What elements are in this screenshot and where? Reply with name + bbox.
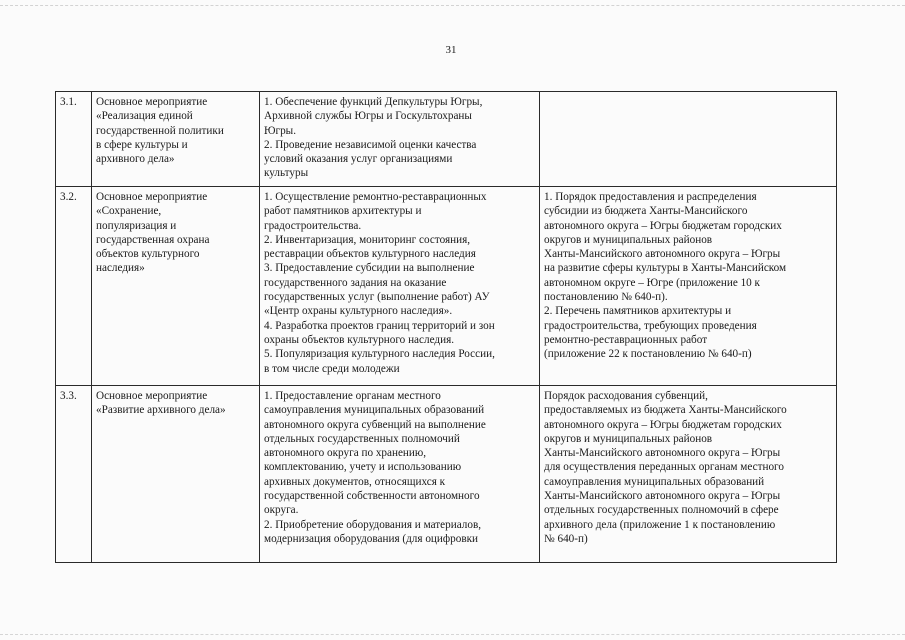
main-event-text-line: Основное мероприятие	[96, 191, 208, 203]
main-event-cell	[92, 92, 260, 187]
task-text-line: градостроительства.	[264, 219, 362, 232]
row-number: 3.1.	[60, 96, 77, 108]
main-event-cell	[92, 187, 260, 386]
regulatory-doc-text-line: № 640-п)	[544, 532, 588, 545]
table-body	[56, 92, 837, 563]
tasks-cell	[260, 92, 540, 187]
regulatory-doc-text-line: градостроительства, требующих проведения	[544, 319, 757, 332]
program-measures-table	[55, 91, 837, 563]
main-event-text-line: «Развитие архивного дела»	[96, 404, 226, 417]
table-row	[56, 187, 837, 386]
scan-artifact-bottom-line	[0, 634, 905, 635]
regulatory-doc-text-line: субсидии из бюджета Ханты-Мансийского	[544, 205, 748, 218]
row-number-cell	[56, 187, 92, 386]
task-text-line: 5. Популяризация культурного наследия России,	[264, 348, 495, 361]
task-text-line: 3. Предоставление субсидии на выполнение	[264, 262, 475, 275]
task-text-line: 1. Предоставление органам местного	[264, 390, 441, 402]
regulatory-doc-text-line: отдельных государственных полномочий в сфере	[544, 504, 779, 517]
tasks-cell	[260, 187, 540, 386]
regulatory-doc-text-line: архивного дела (приложение 1 к постановлению	[544, 518, 776, 531]
task-text-line: в том числе среди молодежи	[264, 362, 400, 375]
page-number: 31	[445, 44, 457, 56]
task-text-line: Архивной службы Югры и Госкультохраны	[264, 110, 472, 123]
tasks-cell	[260, 386, 540, 563]
main-event-text-line: государственной политики	[96, 124, 224, 137]
regulatory-doc-text-line: автономного округа – Югры бюджетам городских	[544, 418, 782, 431]
regulatory-doc-text-line: Порядок расходования субвенций,	[544, 390, 708, 402]
regulatory-doc-text-line: Ханты-Мансийского автономного округа – Югры	[544, 447, 781, 460]
regulatory-doc-text-line: автономного округа – Югры бюджетам городских	[544, 219, 782, 232]
task-text-line: автономного округа субвенций на выполнение	[264, 418, 486, 431]
regulatory-doc-text-line: Ханты-Мансийского автономного округа – Югры	[544, 248, 781, 261]
regulatory-doc-text-line: Ханты-Мансийского автономного округа – Югры	[544, 490, 781, 503]
row-number: 3.3.	[60, 390, 77, 402]
regulatory-doc-text-line: округов и муниципальных районов	[544, 233, 713, 246]
main-event-text-line: популяризация и	[96, 219, 177, 232]
main-event-text-line: государственная охрана	[96, 233, 210, 246]
task-text-line: государственного задания на оказание	[264, 276, 447, 289]
main-event-cell	[92, 386, 260, 563]
task-text-line: 1. Обеспечение функций Депкультуры Югры,	[264, 96, 483, 108]
task-text-line: государственных услуг (выполнение работ) АУ	[264, 291, 490, 304]
task-text-line: 2. Приобретение оборудования и материалов,	[264, 518, 482, 531]
main-event-text-line: «Сохранение,	[96, 205, 162, 218]
task-text-line: автономного округа по хранению,	[264, 447, 427, 460]
row-number-cell	[56, 92, 92, 187]
regulatory-doc-text-line: 1. Порядок предоставления и распределения	[544, 191, 757, 203]
main-event-text-line: «Реализация единой	[96, 110, 193, 123]
regulatory-doc-text-line: (приложение 22 к постановлению № 640-п)	[544, 348, 752, 361]
task-text-line: модернизация оборудования (для оцифровки	[264, 532, 479, 545]
regulatory-doc-text-line: самоуправления муниципальных образований	[544, 475, 765, 488]
main-event-text-line: в сфере культуры и	[96, 138, 188, 151]
task-text-line: 4. Разработка проектов границ территорий и зон	[264, 319, 495, 332]
task-text-line: округа.	[264, 504, 299, 517]
regulatory-doc-text-line: предоставляемых из бюджета Ханты-Мансийского	[544, 404, 787, 417]
main-event-text-line: Основное мероприятие	[96, 390, 208, 402]
task-text-line: работ памятников архитектуры и	[264, 205, 422, 218]
task-text-line: 2. Проведение независимой оценки качества	[264, 138, 477, 151]
regulatory-doc-text-line: ремонтно-реставрационных работ	[544, 333, 708, 346]
task-text-line: самоуправления муниципальных образований	[264, 404, 485, 417]
task-text-line: архивных документов, относящихся к	[264, 475, 446, 488]
task-text-line: государственной собственности автономного	[264, 490, 480, 503]
regulatory-doc-text-line: автономном округе – Югре (приложение 10 к	[544, 276, 760, 289]
task-text-line: культуры	[264, 167, 309, 180]
scan-artifact-top-line	[0, 5, 905, 6]
task-text-line: реставрации объектов культурного наследия	[264, 248, 476, 261]
regulatory-docs-cell	[540, 386, 837, 563]
task-text-line: охраны объектов культурного наследия.	[264, 333, 455, 346]
main-event-text-line: наследия»	[96, 262, 145, 275]
task-text-line: отдельных государственных полномочий	[264, 432, 460, 445]
regulatory-docs-cell	[540, 187, 837, 386]
table-row	[56, 386, 837, 563]
task-text-line: Югры.	[264, 124, 296, 137]
task-text-line: 1. Осуществление ремонтно-реставрационных	[264, 191, 487, 203]
row-number-cell	[56, 386, 92, 563]
table-row	[56, 92, 837, 187]
regulatory-doc-text-line: для осуществления переданных органам местного	[544, 461, 784, 474]
task-text-line: комплектованию, учету и использованию	[264, 461, 462, 474]
task-text-line: «Центр охраны культурного наследия».	[264, 305, 453, 318]
main-event-text-line: Основное мероприятие	[96, 96, 208, 108]
row-number: 3.2.	[60, 191, 77, 203]
regulatory-doc-text-line: на развитие сферы культуры в Ханты-Мансийском	[544, 262, 787, 275]
regulatory-doc-text-line: округов и муниципальных районов	[544, 432, 713, 445]
regulatory-doc-text-line: 2. Перечень памятников архитектуры и	[544, 305, 732, 318]
task-text-line: 2. Инвентаризация, мониторинг состояния,	[264, 233, 471, 246]
main-event-text-line: архивного дела»	[96, 153, 175, 166]
regulatory-docs-cell	[540, 92, 837, 187]
regulatory-doc-text-line: постановлению № 640-п).	[544, 291, 668, 304]
task-text-line: условий оказания услуг организациями	[264, 153, 453, 166]
main-event-text-line: объектов культурного	[96, 248, 200, 261]
